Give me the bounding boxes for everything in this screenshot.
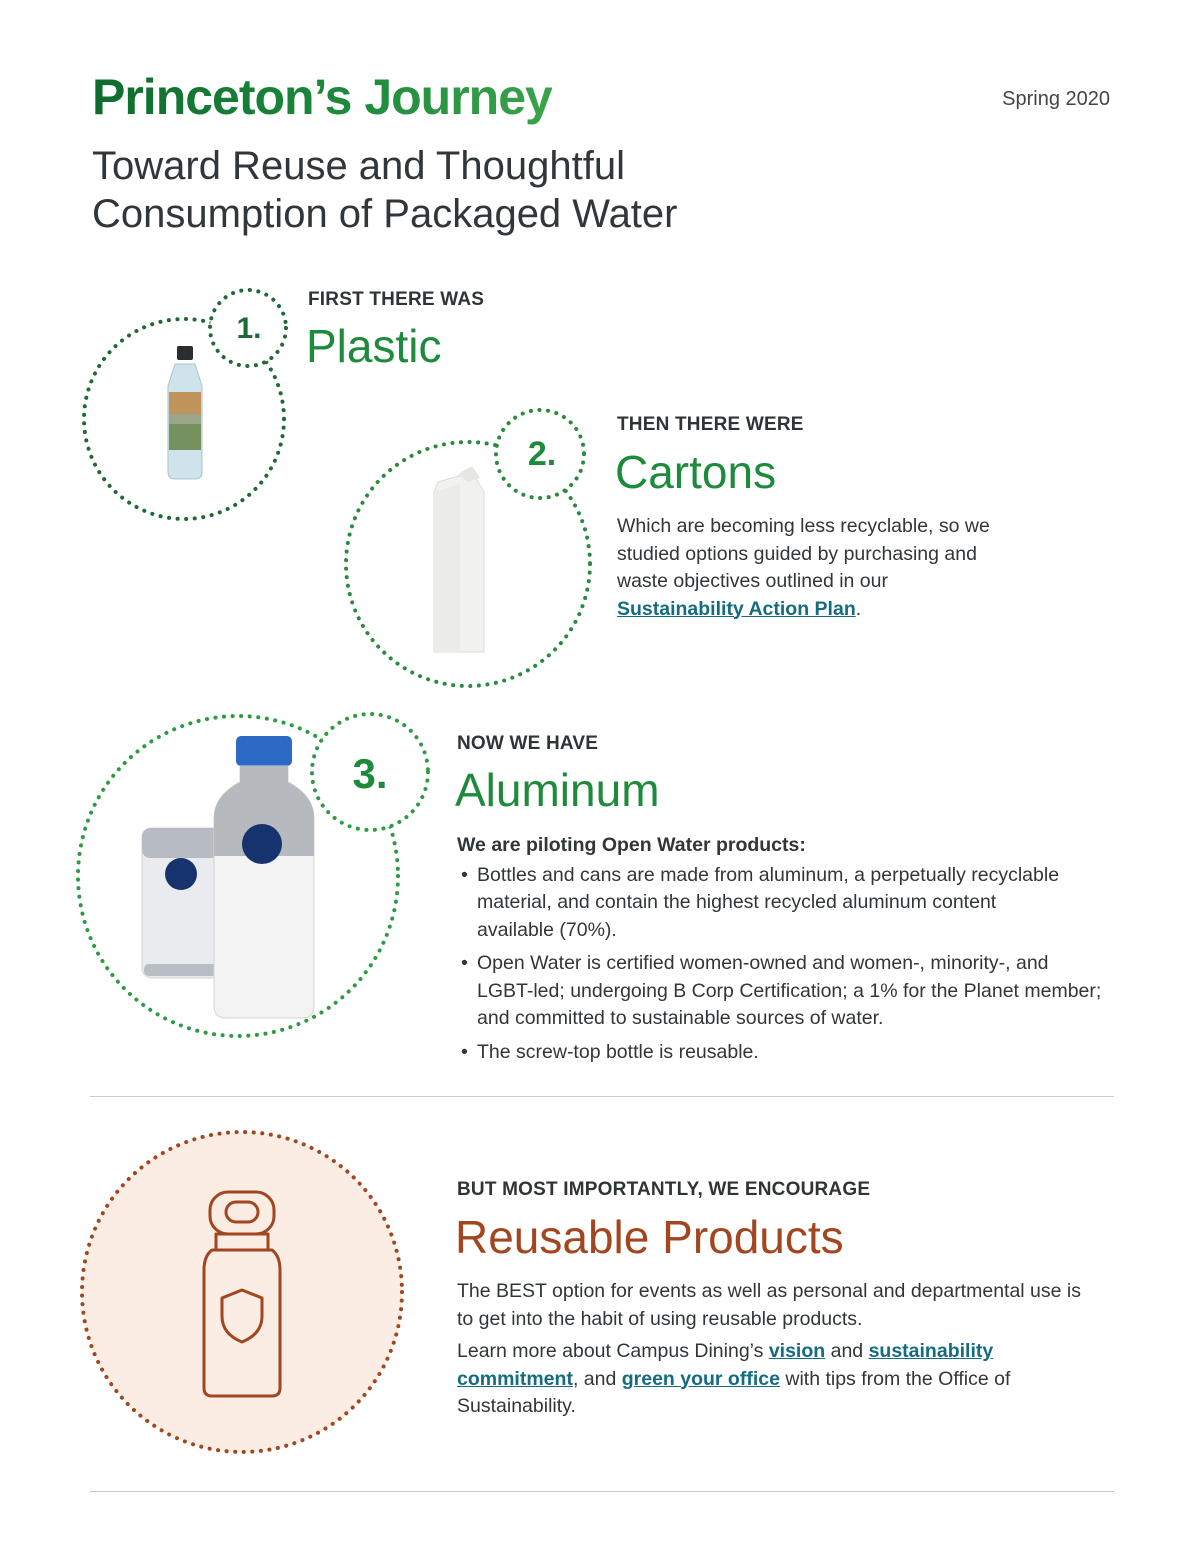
- milk-carton-image: [434, 466, 484, 652]
- page-title: Princeton’s Journey: [92, 69, 552, 125]
- step-3-number: 3.: [352, 750, 388, 797]
- section-divider: [90, 1096, 1114, 1097]
- reusable-circle: [76, 1126, 412, 1462]
- issue-date: Spring 2020: [1002, 88, 1110, 110]
- step-3-bullets: [457, 862, 1102, 1067]
- green-your-office-link[interactable]: green your office: [621, 1367, 780, 1390]
- page-subtitle: Toward Reuse and Thoughtful Consumption of Packaged Water: [92, 144, 678, 236]
- step-3-kicker: NOW WE HAVE: [457, 733, 599, 754]
- list-item: • Open Water is certified women-owned and women-, minority-, and LGBT-led; undergoing B Corp Certification; a 1% for the Planet member; and committed to sustainable sources of water.: [457, 950, 1102, 1033]
- step-1-number: 1.: [236, 312, 262, 345]
- aluminum-bottle-image: [214, 736, 314, 1018]
- list-item: • The screw-top bottle is reusable.: [457, 1039, 1097, 1067]
- step-4-heading: Reusable Products: [455, 1211, 844, 1263]
- step-3-lead: We are piloting Open Water products:: [457, 834, 806, 856]
- step-1-kicker: FIRST THERE WAS: [308, 289, 485, 310]
- step-3-heading: Aluminum: [455, 764, 660, 816]
- sustainability-action-plan-link[interactable]: Sustainability Action Plan: [617, 597, 856, 620]
- sustainability-commitment-link[interactable]: sustainability commitment: [457, 1340, 994, 1390]
- step-2-body: Which are becoming less recyclable, so we studied options guided by purchasing and waste objectives outlined in our Sustainability Action Plan.: [617, 515, 990, 620]
- step-2-number: 2.: [527, 434, 557, 473]
- step-2-heading: Cartons: [615, 446, 777, 498]
- step-4-body-2: Learn more about Campus Dining’s vision and sustainability commitment, and green your office with tips from the Office of Sustainability.: [457, 1340, 1011, 1417]
- footer-divider: [90, 1491, 1114, 1492]
- vision-link[interactable]: vision: [768, 1340, 826, 1362]
- step-4-body-1: The BEST option for events as well as personal and departmental use is to get into the habit of using reusable products.: [457, 1280, 1081, 1330]
- step-4-kicker: BUT MOST IMPORTANTLY, WE ENCOURAGE: [457, 1179, 871, 1200]
- step-3-content: [457, 832, 1102, 1072]
- aluminum-can-image: [142, 828, 222, 978]
- step-1-heading: Plastic: [306, 320, 442, 372]
- step-2-kicker: THEN THERE WERE: [617, 414, 804, 435]
- list-item: • Bottles and cans are made from aluminum, a perpetually recyclable material, and contain the highest recycled aluminum content available (70%).: [457, 862, 1077, 945]
- plastic-bottle-image: [168, 346, 202, 479]
